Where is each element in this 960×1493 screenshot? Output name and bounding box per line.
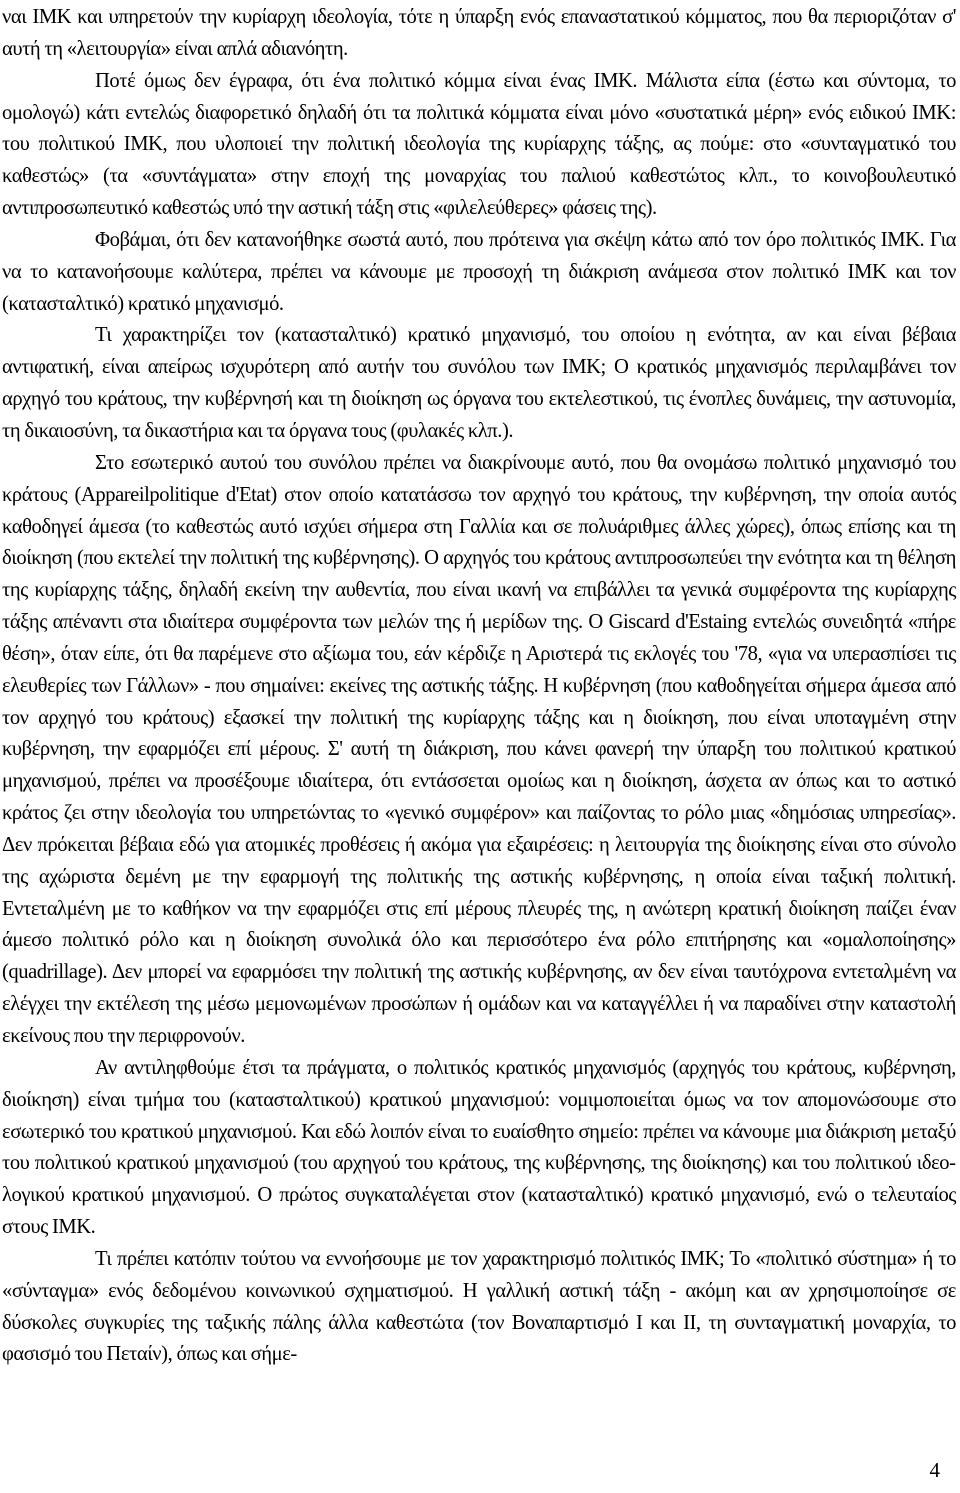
paragraph: Στο εσωτερικό αυτού του συνόλου πρέπει να διακρίνουμε αυτό, που θα ονομάσω πολιτικό μηχανισμό του κράτους (Appareilpolitique d'Etat) στον οποίο κατατάσσω τον αρχηγό του κράτους, την κυβέρνηση, την οποία αυτός καθοδηγεί άμεσα (το καθεστώς αυτό ισχύει σήμερα στη Γαλλία και σε πολυάριθμες άλλες χώρες), όπως επίσης και τη διοίκηση (που εκτελεί την πολιτική της κυβέρνησης). Ο αρχηγός του κράτους αντιπροσωπεύει την ενότητα και τη θέληση της κυρίαρχης τάξης, δηλαδή εκείνη την αυθεντία, που είναι ικανή να επιβάλλει τα γενικά συμφέροντα της κυρίαρχης τάξης απέναντι στα ιδιαίτερα συμφέροντα των μελών της ή μερίδων της. Ο Giscard d'Estaing εντελώς συνειδητά «πήρε θέση», όταν είπε, ότι θα παρέμενε στο αξίωμα του, εάν κέρδιζε η Αριστερά τις εκλογές του '78, «για να υπερασπίσει τις ελευθερίες των Γάλλων» - που σημαίνει: εκείνες της αστικής τάξης. Η κυβέρνηση (που καθοδηγείται σήμερα άμεσα από τον αρχηγό του κράτους) εξασκεί την πολιτική της κυρίαρχης τάξης και η διοίκηση, που είναι υποταγμένη στην κυβέρνηση, την εφαρμόζει επί μέρους. Σ' αυτή τη διάκριση, που κάνει φανερή την ύπαρξη του πολιτικού κρατικού μηχανισμού, πρέπει να προσέξουμε ιδιαίτερα, ότι εντάσσεται ομοίως και η διοίκηση, άσχετα αν όπως και το αστικό κράτος ζει στην ιδεολογία του υπηρετώντας το «γενικό συμφέρον» και παίζοντας το ρόλο μιας «δημόσιας υπηρεσίας». Δεν πρόκειται βέβαια εδώ για ατομικές προθέσεις ή ακόμα για εξαιρέσεις: η λειτουργία της διοίκησης είναι στο σύνολο της αχώριστα δεμένη με την εφαρμογή της πολιτικής της αστικής κυβέρνησης, η οποία είναι ταξική πολιτική. Εντεταλμένη με το καθήκον να την εφαρμόζει στις επί μέρους πλευρές της, η ανώτερη κρατική διοίκηση παίζει έναν άμεσο πολιτικό ρόλο και η διοίκηση συνολικά όλο και περισσότερο ένα ρόλο επιτήρησης και «ομαλοποίησης» (quadrillage). Δεν μπορεί να εφαρμόσει την πολιτική της αστικής κυβέρνησης, αν δεν είναι ταυτόχρονα εντεταλμένη να ελέγχει την εκτέλεση της μέσω μεμονωμένων προσώπων ή ομάδων και να καταγγέλλει ή να παραδίνει στην καταστολή εκείνους που την περιφρονούν. bbox=[2, 451, 956, 1047]
body-text bbox=[2, 2, 956, 1371]
paragraph: Φοβάμαι, ότι δεν κατανοήθηκε σωστά αυτό, που πρότεινα για σκέψη κάτω από τον όρο πολιτικός ΙΜΚ. Για να το κατανοήσουμε καλύτερα, πρέπει να κάνουμε με προσοχή τη διάκριση ανάμεσα στον πολιτικό ΙΜΚ και τον (κατασταλτικό) κρατικό μηχανισμό. bbox=[2, 228, 956, 315]
paragraph: Αν αντιληφθούμε έτσι τα πράγματα, ο πολιτικός κρατικός μηχανισμός (αρχηγός του κράτους, κυβέρνηση, διοίκηση) είναι τμήμα του (κατασταλτικού) κρατικού μηχανισμού: νομιμοποιείται όμως να τον απομονώσουμε στο εσωτερικό του κρατικού μηχανισμού. Και εδώ λοιπόν είναι το ευαίσθητο σημείο: πρέπει να κάνουμε μια διάκριση μεταξύ του πολιτικού κρατικού μηχανισμού (του αρχηγού του κράτους, της κυβέρνησης, της διοίκησης) και του πολιτικού ιδεολογικού κρατικού μηχανισμού. Ο πρώτος συγκαταλέγεται στον (κατασταλτικό) κρατικό μηχανισμό, ενώ ο τελευταίος στους ΙΜΚ. bbox=[2, 1056, 956, 1239]
page-number: 4 bbox=[929, 1458, 940, 1482]
paragraph: Τι πρέπει κατόπιν τούτου να εννοήσουμε με τον χαρακτηρισμό πολιτικός ΙΜΚ; Το «πολιτικό σύστημα» ή το «σύνταγμα» ενός δεδομένου κοινωνικού σχηματισμού. Η γαλλική αστική τάξη - ακόμη και αν χρησιμοποίησε σε δύσκολες συγκυρίες της ταξικής πάλης άλλα καθεστώτα (τον Βοναπαρτισμό Ι και II, τη συνταγματική μοναρχία, το φασισμό του Πεταίν), όπως και σήμε- bbox=[2, 1247, 956, 1366]
paragraph: Ποτέ όμως δεν έγραφα, ότι ένα πολιτικό κόμμα είναι ένας ΙΜΚ. Μάλιστα είπα (έστω και σύντομα, το ομολογώ) κάτι εντελώς διαφορετικό δηλαδή ότι τα πολιτικά κόμματα είναι μόνο «συστατικά μέρη» ενός ειδικού ΙΜΚ: του πολιτικού ΙΜΚ, που υλοποιεί την πολιτική ιδεολογία της κυρίαρχης τάξης, ας πούμε: στο «συνταγματικό του καθεστώς» (τα «συντάγματα» στην εποχή της μοναρχίας του παλιού καθεστώτος κλπ., το κοινοβουλευτικό αντιπροσωπευτικό καθεστώς υπό την αστική τάξη στις «φιλελεύθερες» φάσεις της). bbox=[2, 69, 956, 220]
paragraph-continuation: ναι ΙΜΚ και υπηρετούν την κυρίαρχη ιδεολογία, τότε η ύπαρξη ενός επαναστατικού κόμματος, που θα περιοριζόταν σ' αυτή τη «λειτουργία» είναι απλά αδιανόητη. bbox=[2, 6, 956, 60]
paragraph: Τι χαρακτηρίζει τον (κατασταλτικό) κρατικό μηχανισμό, του οποίου η ενότητα, αν και είναι βέβαια αντιφατική, είναι απείρως ισχυρότερη από αυτήν του συνόλου των ΙΜΚ; Ο κρατικός μηχανισμός περιλαμβάνει τον αρχηγό του κράτους, την κυβέρνησή και τη διοίκηση ως όργανα του εκτελεστικού, τις ένοπλες δυνάμεις, την αστυνομία, τη δικαιοσύνη, τα δικαστήρια και τα όργανα τους (φυλακές κλπ.). bbox=[2, 324, 956, 442]
